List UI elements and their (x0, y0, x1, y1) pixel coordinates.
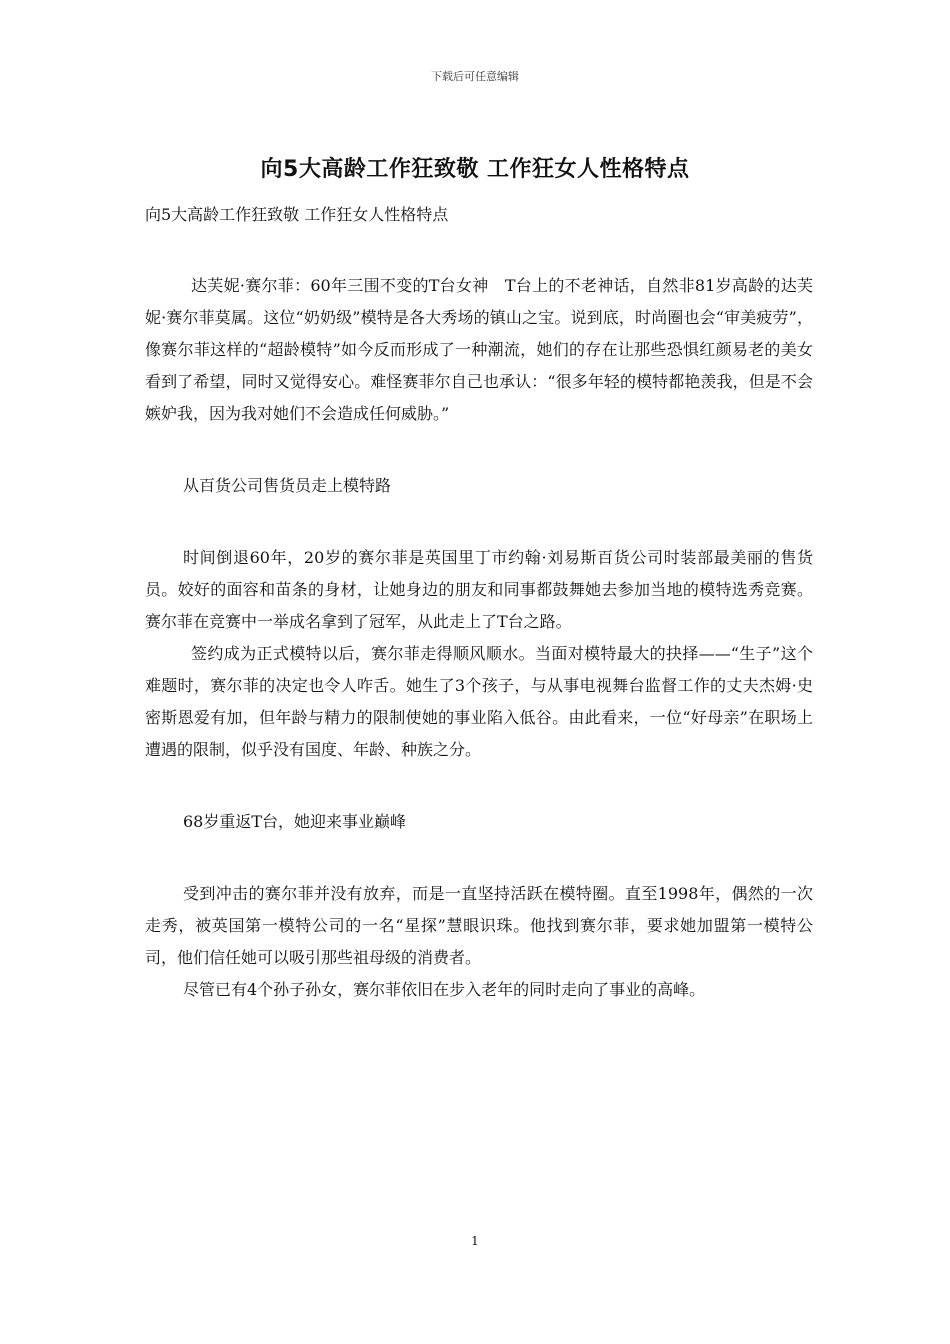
document-subtitle: 向5大高龄工作狂致敬 工作狂女人性格特点 (145, 205, 449, 224)
paragraph: 签约成为正式模特以后，赛尔菲走得顺风顺水。当面对模特最大的抉择——“生子”这个难题时，赛尔菲的决定也令人咋舌。她生了3个孩子，与从事电视舞台监督工作的丈夫杰姆·史密斯恩爱有加，但年龄与精力的限制使她的事业陷入低谷。由此看来，一位“好母亲”在职场上遭遇的限制，似乎没有国度、年龄、种族之分。 (145, 644, 813, 759)
section-heading: 从百货公司售货员走上模特路 (183, 476, 392, 495)
paragraph: 受到冲击的赛尔菲并没有放弃，而是一直坚持活跃在模特圈。直至1998年，偶然的一次走秀，被英国第一模特公司的一名“星探”慧眼识珠。他找到赛尔菲，要求她加盟第一模特公司，他们信任她可以吸引那些祖母级的消费者。 (145, 884, 813, 967)
section-heading: 68岁重返T台，她迎来事业巅峰 (183, 812, 407, 831)
paragraph: 尽管已有4个孙子孙女，赛尔菲依旧在步入老年的同时走向了事业的高峰。 (183, 980, 706, 999)
page-number: 1 (471, 1234, 479, 1248)
page-header: 下载后可任意编辑 (431, 70, 519, 83)
paragraph: 时间倒退60年，20岁的赛尔菲是英国里丁市约翰·刘易斯百货公司时装部最美丽的售货员。姣好的面容和苗条的身材，让她身边的朋友和同事都鼓舞她去参加当地的模特选秀竞赛。赛尔菲在竞赛中一举成名拿到了冠军，从此走上了T台之路。 (145, 548, 813, 631)
document-title: 向5大高龄工作狂致敬 工作狂女人性格特点 (260, 157, 690, 182)
document-body (145, 270, 813, 1006)
paragraph-intro: 达芙妮·赛尔菲：60年三围不变的T台女神 T台上的不老神话，自然非81岁高龄的达芙妮·赛尔菲莫属。这位“奶奶级”模特是各大秀场的镇山之宝。说到底，时尚圈也会“审美疲劳”，像赛尔菲这样的“超龄模特”如今反而形成了一种潮流，她们的存在让那些恐惧红颜易老的美女看到了希望，同时又觉得安心。难怪赛菲尔自己也承认：“很多年轻的模特都艳羡我，但是不会嫉妒我，因为我对她们不会造成任何威胁。” (145, 276, 813, 423)
